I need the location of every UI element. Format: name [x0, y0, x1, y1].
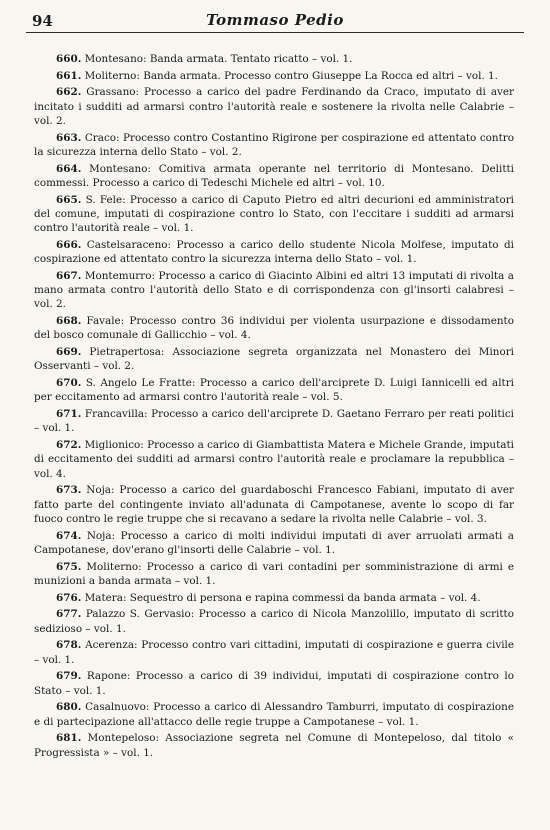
- entry-number: 665.: [56, 193, 82, 206]
- entry-text: S. Fele: Processo a carico di Caputo Pietro ed altri decurioni ed amministratori del comune, imputati di cospirazione contro lo Stato, con l'eccitare i sudditi ad armarsi contro l'autorità reale – vol. 1.: [34, 193, 514, 235]
- entry-text: Moliterno: Processo a carico di vari contadini per somministrazione di armi e munizioni a banda armata – vol. 1.: [34, 560, 514, 587]
- list-item: [34, 700, 514, 729]
- entry-number: 670.: [56, 377, 82, 390]
- list-item: [34, 69, 514, 83]
- entry-text: Moliterno: Banda armata. Processo contro Giuseppe La Rocca ed altri – vol. 1.: [84, 69, 498, 82]
- entry-number: 676.: [56, 591, 82, 604]
- entry-number: 663.: [56, 131, 82, 144]
- entry-number: 671.: [56, 408, 82, 421]
- list-item: [34, 438, 514, 481]
- entry-text: S. Angelo Le Fratte: Processo a carico dell'arciprete D. Luigi Iannicelli ed altri per eccitamento ad armarsi contro l'autorità reale – vol. 5.: [34, 377, 514, 404]
- entry-text: Pietrapertosa: Associazione segreta organizzata nel Monastero dei Minori Osservanti – vol. 2.: [34, 346, 515, 373]
- entry-text: Montepeloso: Associazione segreta nel Comune di Montepeloso, dal titolo « Progressista » – vol. 1.: [34, 732, 514, 759]
- list-item: [34, 669, 514, 698]
- entry-number: 661.: [56, 69, 82, 82]
- entry-number: 678.: [56, 639, 82, 652]
- page-header: [26, 10, 524, 33]
- entry-text: Matera: Sequestro di persona e rapina commessi da banda armata – vol. 4.: [84, 591, 481, 604]
- entry-text: Noja: Processo a carico del guardaboschi Francesco Fabiani, imputato di aver fatto parte del contingente inviato all'adunata di Campotanese, avente lo scopo di far fuoco contro le regie truppe che si recavano a sedare la rivolta nelle Calabrie – vol. 3.: [34, 484, 514, 525]
- entry-number: 672.: [56, 439, 82, 452]
- entry-number: 668.: [56, 315, 82, 328]
- entry-number: 667.: [56, 269, 82, 282]
- entry-text: Montesano: Comitiva armata operante nel territorio di Montesano. Delitti commessi. Processo a carico di Tedeschi Michele ed altri – vol. 10.: [34, 162, 514, 189]
- entry-text: Grassano: Processo a carico del padre Ferdinando da Craco, imputato di aver incitato i sudditi ad armarsi contro l'autorità reale e sostenere la rivolta nelle Calabrie – vol. 2.: [34, 86, 515, 127]
- entry-text: Montemurro: Processo a carico di Giacinto Albini ed altri 13 imputati di rivolta a mano armata contro l'autorità dello Stato e di corrispondenza con gl'insorti calabresi – vol. 2.: [34, 269, 514, 311]
- list-item: [34, 591, 514, 605]
- list-item: [34, 269, 514, 312]
- entry-number: 679.: [56, 670, 82, 683]
- list-item: [34, 529, 514, 558]
- list-item: [34, 483, 514, 526]
- entry-number: 662.: [56, 86, 82, 99]
- entry-text: Castelsaraceno: Processo a carico dello studente Nicola Molfese, imputato di cospirazione ed attentato contro la sicurezza interna dello Stato – vol. 1.: [34, 238, 514, 266]
- entry-number: 674.: [56, 529, 82, 542]
- list-item: [34, 731, 514, 760]
- entry-text: Francavilla: Processo a carico dell'arciprete D. Gaetano Ferraro per reati politici – vol. 1.: [34, 408, 514, 435]
- page-number: 94: [32, 12, 53, 30]
- list-item: [34, 407, 514, 436]
- entry-number: 664.: [56, 162, 82, 175]
- entry-number: 669.: [56, 346, 82, 359]
- list-item: [34, 85, 514, 128]
- entry-text: Montesano: Banda armata. Tentato ricatto – vol. 1.: [84, 53, 353, 65]
- list-item: [34, 162, 514, 191]
- entry-text: Rapone: Processo a carico di 39 individui, imputati di cospirazione contro lo Stato – vol. 1.: [34, 670, 514, 697]
- entry-number: 680.: [56, 701, 82, 714]
- entry-number: 675.: [56, 560, 82, 573]
- list-item: [34, 345, 514, 374]
- list-item: [34, 376, 514, 405]
- list-item: [34, 52, 514, 66]
- entry-text: Miglionico: Processo a carico di Giambattista Matera e Michele Grande, imputati di eccitamento dei sudditi ad armarsi contro l'autorità reale e proclamare la repubblica – vol. 4.: [34, 439, 514, 480]
- list-item: [34, 607, 514, 636]
- list-item: [34, 314, 514, 343]
- list-item: [34, 131, 514, 160]
- list-item: [34, 560, 514, 589]
- entry-text: Noja: Processo a carico di molti individui imputati di aver arruolati armati a Campotanese, dov'erano gl'insorti delle Calabrie – vol. 1.: [34, 529, 514, 556]
- entry-text: Favale: Processo contro 36 individui per violenta usurpazione e dissodamento del bosco comunale di Gallicchio – vol. 4.: [34, 315, 514, 342]
- entry-text: Craco: Processo contro Costantino Rigirone per cospirazione ed attentato contro la sicurezza interna dello Stato – vol. 2.: [34, 131, 514, 158]
- entry-list: [34, 52, 514, 762]
- entry-number: 673.: [56, 484, 82, 497]
- entry-number: 681.: [56, 732, 82, 745]
- running-title: Tommaso Pedio: [206, 11, 344, 29]
- entry-number: 677.: [56, 608, 82, 621]
- entry-text: Palazzo S. Gervasio: Processo a carico di Nicola Manzolillo, imputato di scritto sedizioso – vol. 1.: [34, 608, 514, 635]
- list-item: [34, 193, 514, 236]
- entry-number: 660.: [56, 53, 82, 65]
- entry-text: Acerenza: Processo contro vari cittadini, imputati di cospirazione e guerra civile – vol. 1.: [34, 639, 514, 666]
- entry-text: Casalnuovo: Processo a carico di Alessandro Tamburri, imputato di cospirazione e di partecipazione all'attacco delle regie truppe a Campotanese – vol. 1.: [34, 701, 514, 728]
- list-item: [34, 638, 514, 667]
- list-item: [34, 238, 514, 267]
- entry-number: 666.: [56, 238, 82, 251]
